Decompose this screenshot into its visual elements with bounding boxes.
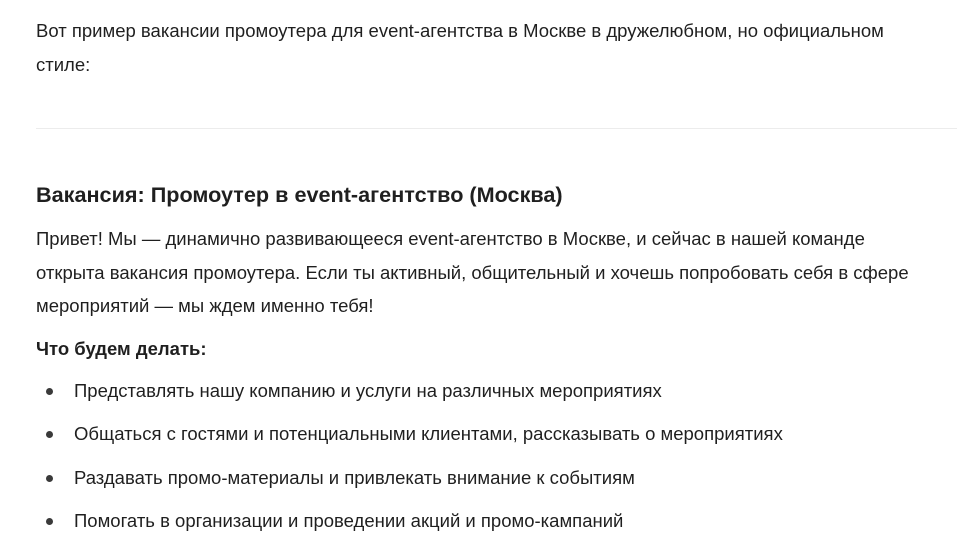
duty-text: Раздавать промо-материалы и привлекать внимание к событиям	[74, 466, 635, 488]
list-item	[36, 506, 783, 549]
list-item	[36, 376, 783, 419]
vacancy-description: Привет! Мы — динамично развивающееся event-агентство в Москве, и сейчас в нашей команде открыта вакансия промоутера. Если ты активный, общительный и хочешь попробовать себя в сфере мероприятий — мы ждем именно тебя!	[36, 228, 909, 316]
duty-text: Представлять нашу компанию и услуги на различных мероприятиях	[74, 380, 662, 401]
bullet-dot-icon	[46, 388, 53, 395]
duty-text: Общаться с гостями и потенциальными клиентами, рассказывать о мероприятиях	[74, 423, 783, 445]
duties-heading: Что будем делать:	[36, 338, 207, 359]
divider	[36, 128, 957, 129]
duties-list	[36, 376, 783, 549]
vacancy-title: Вакансия: Промоутер в event-агентство (Москва)	[36, 182, 563, 207]
bullet-dot-icon	[46, 518, 53, 525]
bullet-dot-icon	[46, 431, 53, 438]
intro-text: Вот пример вакансии промоутера для event-агентства в Москве в дружелюбном, но официальном стиле:	[36, 20, 884, 75]
list-item	[36, 419, 783, 462]
bullet-dot-icon	[46, 475, 53, 482]
duty-text: Помогать в организации и проведении акций и промо-кампаний	[74, 509, 624, 531]
list-item	[36, 463, 783, 506]
